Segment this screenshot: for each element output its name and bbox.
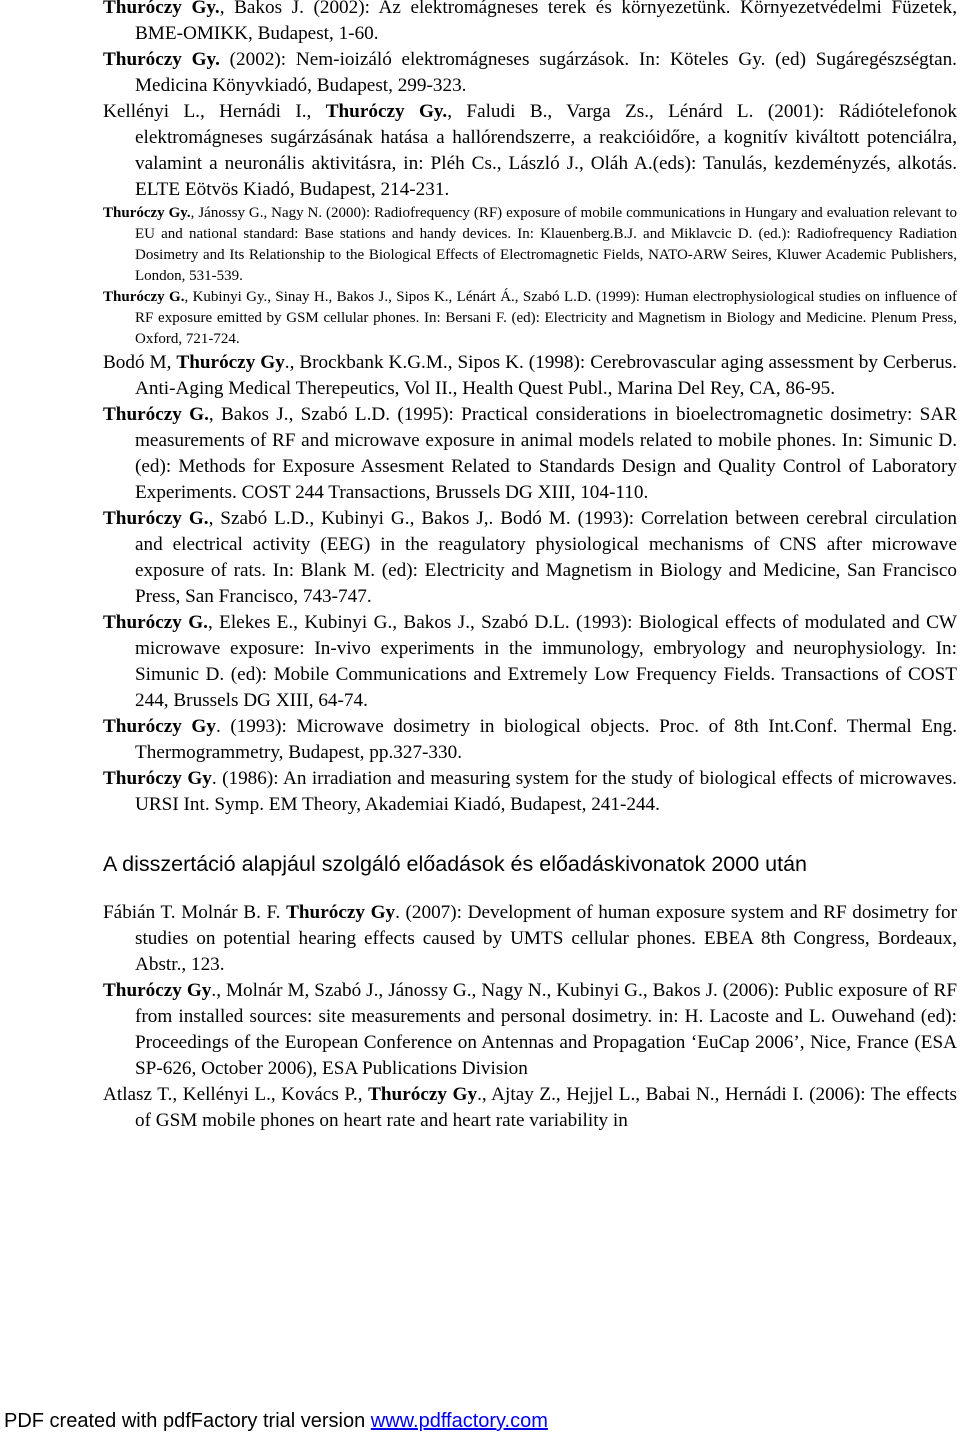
reference-entry: Thuróczy Gy. (1993): Microwave dosimetry in biological objects. Proc. of 8th Int.Conf. Thermal Eng. Thermogrammetry, Budapest, pp.327-330.	[103, 716, 957, 763]
reference-entry: Thuróczy G., Elekes E., Kubinyi G., Bakos J., Szabó D.L. (1993): Biological effects of modulated and CW microwave exposure: In-vivo experiments in the immunology, embryology and neurophysiology. In: Simunic D. (ed): Mobile Communications and Extremely Low Frequency Fields. Transactions of COST 244, Brussels DG XIII, 64-74.	[103, 612, 957, 711]
reference-entry: Thuróczy Gy. (2002): Nem-ioizáló elektromágneses sugárzások. In: Köteles Gy. (ed) Sugáregészségtan. Medicina Könyvkiadó, Budapest, 299-323.	[103, 49, 957, 96]
footer-text: PDF created with pdfFactory trial version	[4, 1410, 371, 1432]
reference-entry: Thuróczy Gy., Jánossy G., Nagy N. (2000): Radiofrequency (RF) exposure of mobile communications in Hungary and evaluation relevant to EU and national standard: Base stations and handy devices. In: Klauenberg.B.J. and Miklavcic D. (ed.): Radiofrequency Radiation Dosimetry and Its Relationship to the Biological Effects of Electromagnetic Fields, NATO-ARW Seires, Kluwer Academic Publishers, London, 531-539.	[103, 205, 957, 284]
reference-entry: Atlasz T., Kellényi L., Kovács P., Thuróczy Gy., Ajtay Z., Hejjel L., Babai N., Hernádi I. (2006): The effects of GSM mobile phones on heart rate and heart rate variability in	[103, 1084, 957, 1131]
reference-entry: Bodó M, Thuróczy Gy., Brockbank K.G.M., Sipos K. (1998): Cerebrovascular aging assessment by Cerberus. Anti-Aging Medical Therepeutics, Vol II., Health Quest Publ., Marina Del Rey, CA, 86-95.	[103, 352, 958, 399]
reference-entry: Thuróczy Gy., Molnár M, Szabó J., Jánossy G., Nagy N., Kubinyi G., Bakos J. (2006): Public exposure of RF from installed sources: site measurements and personal dosimetry. in: H. Lacoste and L. Ouwehand (ed): Proceedings of the European Conference on Antennas and Propagation ‘EuCap 2006’, Nice, France (ESA SP-626, October 2006), ESA Publications Division	[103, 980, 957, 1079]
reference-entry: Thuróczy Gy., Bakos J. (2002): Az elektromágneses terek és környezetünk. Környezetvédelmi Füzetek, BME-OMIKK, Budapest, 1-60.	[103, 0, 957, 44]
reference-entry: Thuróczy G., Kubinyi Gy., Sinay H., Bakos J., Sipos K., Lénárt Á., Szabó L.D. (1999): Human electrophysiological studies on influence of RF exposure emitted by GSM cellular phones. In: Bersani F. (ed): Electricity and Magnetism in Biology and Medicine. Plenum Press, Oxford, 721-724.	[103, 289, 957, 347]
document-page	[103, 0, 957, 1134]
section-heading: A disszertáció alapjául szolgáló előadások és előadáskivonatok 2000 után	[103, 852, 807, 876]
reference-entry: Fábián T. Molnár B. F. Thuróczy Gy. (2007): Development of human exposure system and RF dosimetry for studies on potential hearing effects caused by UMTS cellular phones. EBEA 8th Congress, Bordeaux, Abstr., 123.	[103, 902, 957, 975]
reference-entry: Thuróczy G., Bakos J., Szabó L.D. (1995): Practical considerations in bioelectromagnetic dosimetry: SAR measurements of RF and microwave exposure in animal models related to mobile phones. In: Simunic D. (ed): Methods for Exposure Assesment Related to Standards Design and Quality Control of Laboratory Experiments. COST 244 Transactions, Brussels DG XIII, 104-110.	[103, 404, 958, 503]
reference-entry: Kellényi L., Hernádi I., Thuróczy Gy., Faludi B., Varga Zs., Lénárd L. (2001): Rádiótelefonok elektromágneses sugárzásának hatása a hallórendszerre, a reakcióidőre, a kognitív kiváltott potenciálra, valamint a neuronális aktivitásra, in: Pléh Cs., László J., Oláh A.(eds): Tanulás, kezdeményzés, alkotás. ELTE Eötvös Kiadó, Budapest, 214-231.	[103, 101, 957, 200]
reference-entry: Thuróczy G., Szabó L.D., Kubinyi G., Bakos J,. Bodó M. (1993): Correlation between cerebral circulation and electrical activity (EEG) in the reagulatory physiological mechanisms of CNS after microwave exposure of rats. In: Blank M. (ed): Electricity and Magnetism in Biology and Medicine, San Francisco Press, San Francisco, 743-747.	[103, 508, 957, 607]
pdf-footer	[4, 1409, 548, 1433]
pdffactory-link[interactable]: www.pdffactory.com	[370, 1410, 548, 1432]
reference-entry: Thuróczy Gy. (1986): An irradiation and measuring system for the study of biological effects of microwaves. URSI Int. Symp. EM Theory, Akademiai Kiadó, Budapest, 241-244.	[103, 768, 957, 815]
